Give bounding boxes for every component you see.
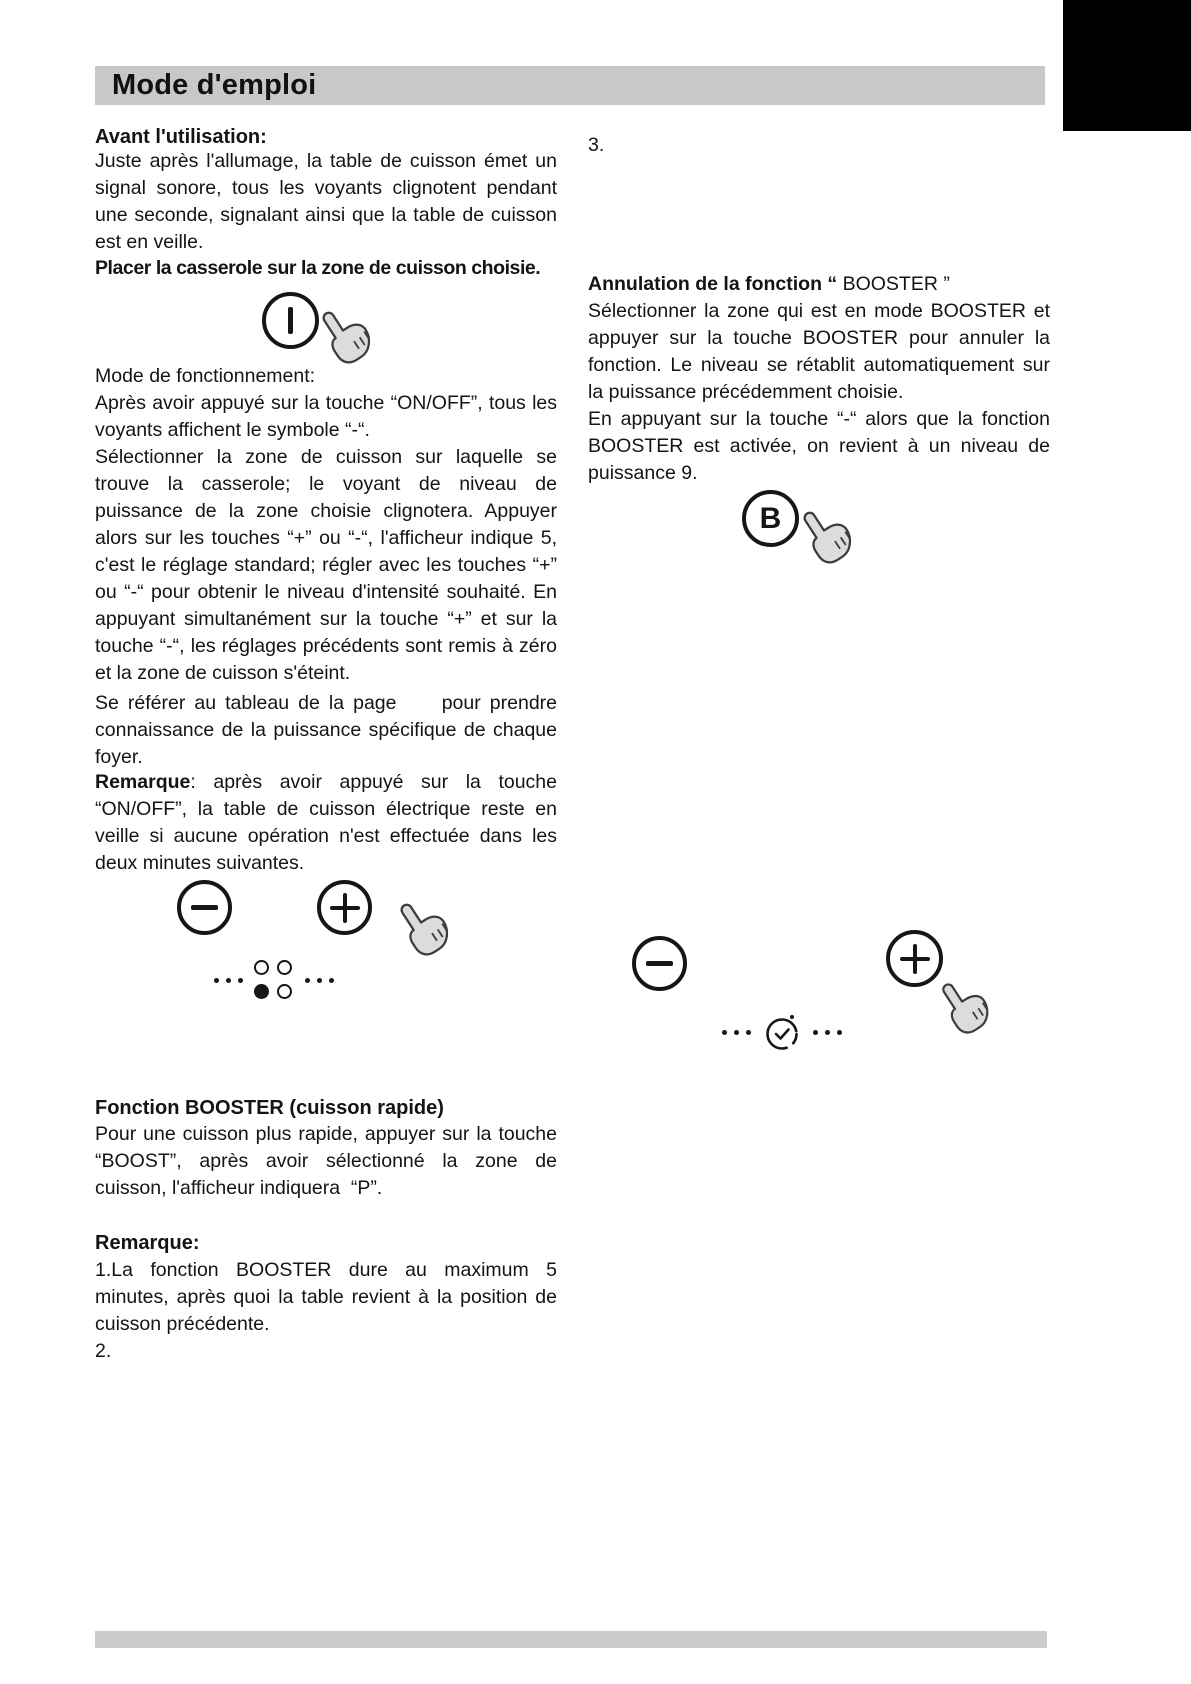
dots-right [813, 1030, 842, 1035]
mode-paragraph-1: Après avoir appuyé sur la touche “ON/OFF”, tous les voyants affichent le symbole “-“. [95, 392, 557, 441]
hand-pointer-icon [398, 894, 450, 963]
cancel-paragraph-2: En appuyant sur la touche “-“ alors que la fonction BOOSTER est activée, on revient à un niveau de puissance 9. [588, 408, 1050, 484]
cancel-heading-bold: Annulation de la fonction “ [588, 273, 838, 295]
dots-right [305, 978, 334, 983]
hand-pointer-icon [801, 502, 853, 571]
note-label: Remarque [95, 771, 191, 793]
hand-pointer-icon [940, 974, 990, 1041]
dots-left [214, 978, 243, 983]
display-indicator-row [214, 960, 334, 1001]
level-indicator [254, 960, 294, 1001]
timer-keys-illustration [588, 928, 1050, 1078]
cancel-paragraph-1: Sélectionner la zone qui est en mode BOOSTER et appuyer sur la touche BOOSTER pour annuler la fonction. Le niveau se rétablit automatiquement sur la puissance précédemment choisie. [588, 300, 1050, 403]
minus-button-icon [632, 936, 687, 991]
hand-pointer-icon [320, 302, 372, 371]
adjust-keys-illustration [95, 878, 557, 1043]
note-paragraph [95, 769, 557, 877]
item3-label: 3. [588, 134, 605, 156]
before-use-paragraph: Juste après l'allumage, la table de cuisson émet un signal sonore, tous les voyants clignotent pendant une seconde, signalant ainsi que la table de cuisson est en veille. [95, 150, 557, 253]
minus-button-icon [177, 880, 232, 935]
note2-item2: 2. [95, 1340, 112, 1362]
cancel-booster-heading [588, 271, 950, 298]
timer-icon [762, 1012, 802, 1052]
booster-paragraph: Pour une cuisson plus rapide, appuyer sur la touche “BOOST”, après avoir sélectionné la zone de cuisson, l'afficheur indiquera “P”. [95, 1123, 557, 1199]
plus-glyph [900, 944, 930, 974]
note-text: : après avoir appuyé sur la touche “ON/OFF”, la table de cuisson électrique reste en veille si aucune opération n'est effectuée dans les deux minutes suivantes. [95, 771, 557, 874]
note2-label: Remarque: [95, 1232, 200, 1254]
minus-glyph [191, 905, 218, 910]
table-ref-paragraph: Se référer au tableau de la page pour prendre connaissance de la puissance spécifique de chaque foyer. [95, 692, 557, 768]
bottom-bar [95, 1631, 1047, 1648]
note2-item1: 1.La fonction BOOSTER dure au maximum 5 minutes, après quoi la table revient à la position de cuisson précédente. [95, 1259, 557, 1335]
power-bar-glyph [288, 307, 293, 334]
before-use-heading: Avant l'utilisation: [95, 126, 267, 148]
cancel-heading-rest: BOOSTER ” [837, 273, 950, 295]
booster-heading: Fonction BOOSTER (cuisson rapide) [95, 1097, 444, 1119]
plus-glyph [330, 893, 360, 923]
booster-key-letter: B [759, 501, 782, 535]
dots-left [722, 1030, 751, 1035]
mode-label: Mode de fonctionnement: [95, 365, 316, 387]
minus-glyph [646, 961, 673, 966]
plus-button-icon [886, 930, 943, 987]
plus-button-icon [317, 880, 372, 935]
mode-paragraph-2: Sélectionner la zone de cuisson sur laquelle se trouve la casserole; le voyant de niveau de puissance de la zone choisie clignotera. Appuyer alors sur les touches “+” ou “-“, l'afficheur indique 5, c'est le réglage standard; régler avec les touches “+” ou “-“ pour obtenir le niveau d'intensité souhaité. En appuyant simultanément sur la touche “+” et sur la touche “-“, les réglages précédents sont remis à zéro et la zone de cuisson s'éteint. [95, 446, 557, 684]
corner-tab [1063, 0, 1191, 131]
page-title: Mode d'emploi [112, 69, 317, 101]
header-bar [95, 66, 1045, 105]
place-pan-line: Placer la casserole sur la zone de cuisson choisie. [95, 257, 541, 279]
timer-indicator-row [722, 1012, 842, 1052]
